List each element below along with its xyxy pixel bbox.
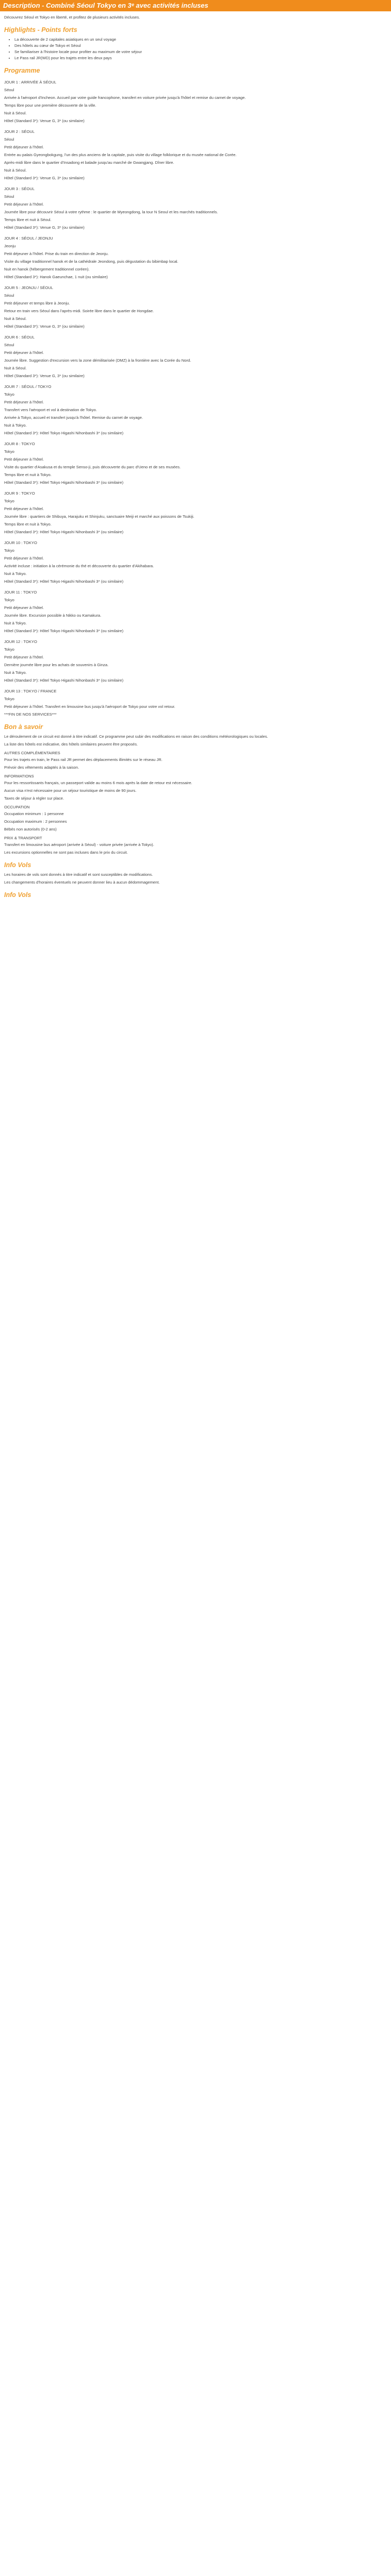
day-block: [4, 384, 387, 436]
bon-savoir-heading: PRIX & TRANSPORT: [4, 836, 42, 840]
info-vols-paragraph: Les horaires de vols sont donnés à titre indicatif et sont susceptibles de modifications.: [4, 872, 153, 877]
content: [0, 11, 391, 900]
day-city: Tokyo: [4, 598, 14, 602]
day-paragraph: Nuit à Tokyo.: [4, 670, 27, 675]
day-paragraph: Journée libre : quartiers de Shibuya, Harajuku et Shinjuku, sanctuaire Meiji et marché aux poissons de Tsukiji.: [4, 514, 194, 519]
day-paragraph: Nuit à Séoul.: [4, 366, 27, 370]
bon-savoir-paragraph: Prévoir des vêtements adaptés à la saison.: [4, 765, 79, 770]
day-paragraph: Nuit à Séoul.: [4, 111, 27, 115]
day-title: JOUR 7 : SÉOUL / TOKYO: [4, 384, 52, 389]
highlight-item: • Des hôtels au cœur de Tokyo et Séoul: [14, 43, 387, 48]
day-paragraph: Petit déjeuner à l'hôtel.: [4, 350, 44, 355]
day-paragraph: Petit déjeuner à l'hôtel.: [4, 400, 44, 404]
day-paragraph: Temps libre et nuit à Tokyo.: [4, 472, 52, 477]
bon-savoir-paragraph: Pour les trajets en train, le Pass rail JR permet des déplacements illimités sur le réseau JR.: [4, 757, 162, 762]
day-city: Séoul: [4, 194, 14, 199]
bon-savoir-paragraph: Le déroulement de ce circuit est donné à titre indicatif. Ce programme peut subir des modifications en raison des conditions météorologiques ou locales.: [4, 734, 268, 739]
day-paragraph: Petit déjeuner à l'hôtel.: [4, 506, 44, 511]
day-title: JOUR 4 : SÉOUL / JEONJU: [4, 236, 53, 241]
highlights-list: [4, 37, 387, 61]
day-block: [4, 235, 387, 280]
day-block: [4, 129, 387, 181]
bon-savoir-paragraph: Aucun visa n'est nécessaire pour un séjour touristique de moins de 90 jours.: [4, 788, 137, 793]
day-hotel: Hôtel (Standard 3*): Hôtel Tokyo Higashi Nihonbashi 3* (ou similaire): [4, 530, 124, 534]
day-city: Séoul: [4, 343, 14, 347]
bon-savoir-body: [4, 734, 387, 855]
day-paragraph: Petit déjeuner à l'hôtel.: [4, 145, 44, 149]
highlights-title: Highlights - Points forts: [4, 26, 77, 33]
day-title: JOUR 9 : TOKYO: [4, 491, 35, 496]
day-paragraph: Arrivée à Tokyo, accueil et transfert jusqu'à l'hôtel. Remise du carnet de voyage.: [4, 415, 143, 420]
day-paragraph: Visite du village traditionnel hanok et de la cathédrale Jeondong, puis dégustation du bibimbap local.: [4, 259, 178, 264]
day-hotel: Hôtel (Standard 3*): Hanok Gaeunchae, 1 nuit (ou similaire): [4, 275, 108, 279]
day-paragraph: Temps libre pour une première découverte de la ville.: [4, 103, 96, 108]
day-hotel: Hôtel (Standard 3*): Hôtel Tokyo Higashi Nihonbashi 3* (ou similaire): [4, 579, 124, 584]
day-hotel: Hôtel (Standard 3*): Hôtel Tokyo Higashi Nihonbashi 3* (ou similaire): [4, 629, 124, 633]
bon-savoir-paragraph: Transfert en limousine bus aéroport (arrivée à Séoul) - voiture privée (arrivée à Tokyo).: [4, 842, 154, 847]
day-city: Tokyo: [4, 697, 14, 701]
day-title: JOUR 5 : JEONJU / SÉOUL: [4, 285, 53, 290]
bon-savoir-paragraph: Pour les ressortissants français, un passeport valide au moins 6 mois après la date de retour est nécessaire.: [4, 781, 192, 785]
day-paragraph: Nuit à Tokyo.: [4, 621, 27, 625]
bon-savoir-heading: AUTRES COMPLÉMENTAIRES: [4, 751, 60, 755]
day-title: JOUR 10 : TOKYO: [4, 540, 37, 545]
day-city: Tokyo: [4, 392, 14, 397]
bon-savoir-heading: INFORMATIONS: [4, 774, 34, 778]
highlight-item: • Le Pass rail JR(WD) pour les trajets entre les deux pays: [14, 55, 387, 61]
day-paragraph: Visite du quartier d'Asakusa et du temple Senso-ji, puis découverte du parc d'Ueno et de ses musées.: [4, 465, 181, 469]
day-paragraph: Journée libre pour découvrir Séoul à votre rythme : le quartier de Myeongdong, la tour N Seoul et les marchés traditionnels.: [4, 210, 218, 214]
day-city: Séoul: [4, 88, 14, 92]
day-paragraph: Temps libre et nuit à Tokyo.: [4, 522, 52, 527]
bon-savoir-paragraph: Taxes de séjour à régler sur place.: [4, 796, 64, 801]
day-paragraph: Temps libre et nuit à Séoul.: [4, 217, 52, 222]
day-paragraph: Transfert vers l'aéroport et vol à destination de Tokyo.: [4, 408, 97, 412]
page-banner: Description - Combiné Séoul Tokyo en 3ᵉ avec activités incluses: [0, 0, 391, 11]
day-title: JOUR 11 : TOKYO: [4, 590, 37, 595]
day-title: JOUR 12 : TOKYO: [4, 639, 37, 644]
day-hotel: Hôtel (Standard 3*): Hôtel Tokyo Higashi Nihonbashi 3* (ou similaire): [4, 480, 124, 485]
programme-title: Programme: [4, 67, 40, 74]
day-hotel: Hôtel (Standard 3*): Venue G, 3* (ou similaire): [4, 225, 85, 230]
day-paragraph: Après-midi libre dans le quartier d'Insadong et balade jusqu'au marché de Gwangjang. Dîner libre.: [4, 160, 174, 165]
day-paragraph: Petit déjeuner et temps libre à Jeonju.: [4, 301, 70, 306]
bon-savoir-paragraph: La liste des hôtels est indicative, des hôtels similaires peuvent être proposés.: [4, 742, 138, 747]
info-vols-title: Info Vols: [4, 861, 31, 869]
day-block: [4, 639, 387, 683]
day-paragraph: Petit déjeuner à l'hôtel.: [4, 605, 44, 610]
intro-text: Découvrez Séoul et Tokyo en liberté, et profitez de plusieurs activités incluses.: [4, 15, 140, 20]
day-city: Séoul: [4, 137, 14, 142]
bon-savoir-paragraph: Occupation minimum : 1 personne: [4, 811, 64, 816]
day-city: Jeonju: [4, 244, 16, 248]
day-paragraph: Nuit en hanok (hébergement traditionnel coréen).: [4, 267, 90, 272]
day-paragraph: Petit déjeuner à l'hôtel. Transfert en limousine bus jusqu'à l'aéroport de Tokyo pour votre vol retour.: [4, 704, 175, 709]
day-paragraph: Entrée au palais Gyeongbokgung, l'un des plus anciens de la capitale, puis visite du village folklorique et du musée national de Corée.: [4, 152, 237, 157]
day-paragraph: Journée libre. Suggestion d'excursion vers la zone démilitarisée (DMZ) à la frontière avec la Corée du Nord.: [4, 358, 191, 363]
day-paragraph: Nuit à Tokyo.: [4, 423, 27, 428]
day-block: [4, 540, 387, 584]
day-city: Tokyo: [4, 548, 14, 553]
day-block: [4, 589, 387, 634]
day-block: [4, 490, 387, 535]
bon-savoir-title: Bon à savoir: [4, 723, 43, 731]
bon-savoir-heading: OCCUPATION: [4, 805, 30, 809]
bon-savoir-paragraph: Occupation maximum : 2 personnes: [4, 819, 67, 824]
day-paragraph: Petit déjeuner à l'hôtel.: [4, 556, 44, 561]
day-city: Tokyo: [4, 499, 14, 503]
day-city: Séoul: [4, 293, 14, 298]
day-hotel: Hôtel (Standard 3*): Venue G, 3* (ou similaire): [4, 324, 85, 329]
day-city: Tokyo: [4, 647, 14, 652]
day-paragraph: Journée libre. Excursion possible à Nikko ou Kamakura.: [4, 613, 102, 618]
day-hotel: Hôtel (Standard 3*): Venue G, 3* (ou similaire): [4, 176, 85, 180]
day-title: JOUR 3 : SÉOUL: [4, 187, 35, 191]
day-hotel: Hôtel (Standard 3*): Venue G, 3* (ou similaire): [4, 118, 85, 123]
day-paragraph: Nuit à Séoul.: [4, 168, 27, 173]
day-paragraph: Nuit à Séoul.: [4, 316, 27, 321]
day-paragraph: Dernière journée libre pour les achats de souvenirs à Ginza.: [4, 663, 109, 667]
bon-savoir-paragraph: Bébés non autorisés (0-2 ans): [4, 827, 57, 832]
day-block: [4, 334, 387, 379]
day-paragraph: Petit déjeuner à l'hôtel.: [4, 655, 44, 659]
day-paragraph: Activité incluse : initiation à la cérémonie du thé et découverte du quartier d'Akihabara.: [4, 564, 154, 568]
day-title: JOUR 13 : TOKYO / FRANCE: [4, 689, 57, 693]
day-hotel: Hôtel (Standard 3*): Hôtel Tokyo Higashi Nihonbashi 3* (ou similaire): [4, 678, 124, 683]
day-paragraph: ***FIN DE NOS SERVICES***: [4, 712, 57, 717]
day-paragraph: Petit déjeuner à l'hôtel. Prise du train en direction de Jeonju.: [4, 251, 109, 256]
day-block: [4, 186, 387, 230]
day-paragraph: Arrivée à l'aéroport d'Incheon. Accueil par votre guide francophone, transfert en voiture privée jusqu'à l'hôtel et remise du carnet de voyage.: [4, 95, 246, 100]
day-hotel: Hôtel (Standard 3*): Hôtel Tokyo Higashi Nihonbashi 3* (ou similaire): [4, 431, 124, 435]
day-title: JOUR 6 : SÉOUL: [4, 335, 35, 340]
day-block: [4, 285, 387, 329]
day-block: [4, 79, 387, 124]
day-block: [4, 688, 387, 717]
day-paragraph: Retour en train vers Séoul dans l'après-midi. Soirée libre dans le quartier de Hongdae.: [4, 309, 154, 313]
day-block: [4, 441, 387, 485]
day-paragraph: Petit déjeuner à l'hôtel.: [4, 202, 44, 207]
programme-days: [4, 79, 387, 717]
day-title: JOUR 8 : TOKYO: [4, 442, 35, 446]
highlight-item: • La découverte de 2 capitales asiatiques en un seul voyage: [14, 37, 387, 42]
day-paragraph: Nuit à Tokyo.: [4, 571, 27, 576]
info-vols-body: [4, 872, 387, 885]
day-title: JOUR 1 : ARRIVÉE À SÉOUL: [4, 80, 57, 84]
day-title: JOUR 2 : SÉOUL: [4, 129, 35, 134]
highlight-item: • Se familiariser à l'histoire locale pour profiter au maximum de votre séjour: [14, 49, 387, 55]
day-hotel: Hôtel (Standard 3*): Venue G, 3* (ou similaire): [4, 374, 85, 378]
day-paragraph: Petit déjeuner à l'hôtel.: [4, 457, 44, 462]
info-vols-paragraph: Les changements d'horaires éventuels ne peuvent donner lieu à aucun dédommagement.: [4, 880, 160, 885]
bon-savoir-paragraph: Les excursions optionnelles ne sont pas incluses dans le prix du circuit.: [4, 850, 128, 855]
footer-title: Info Vols: [4, 891, 31, 899]
day-city: Tokyo: [4, 449, 14, 454]
